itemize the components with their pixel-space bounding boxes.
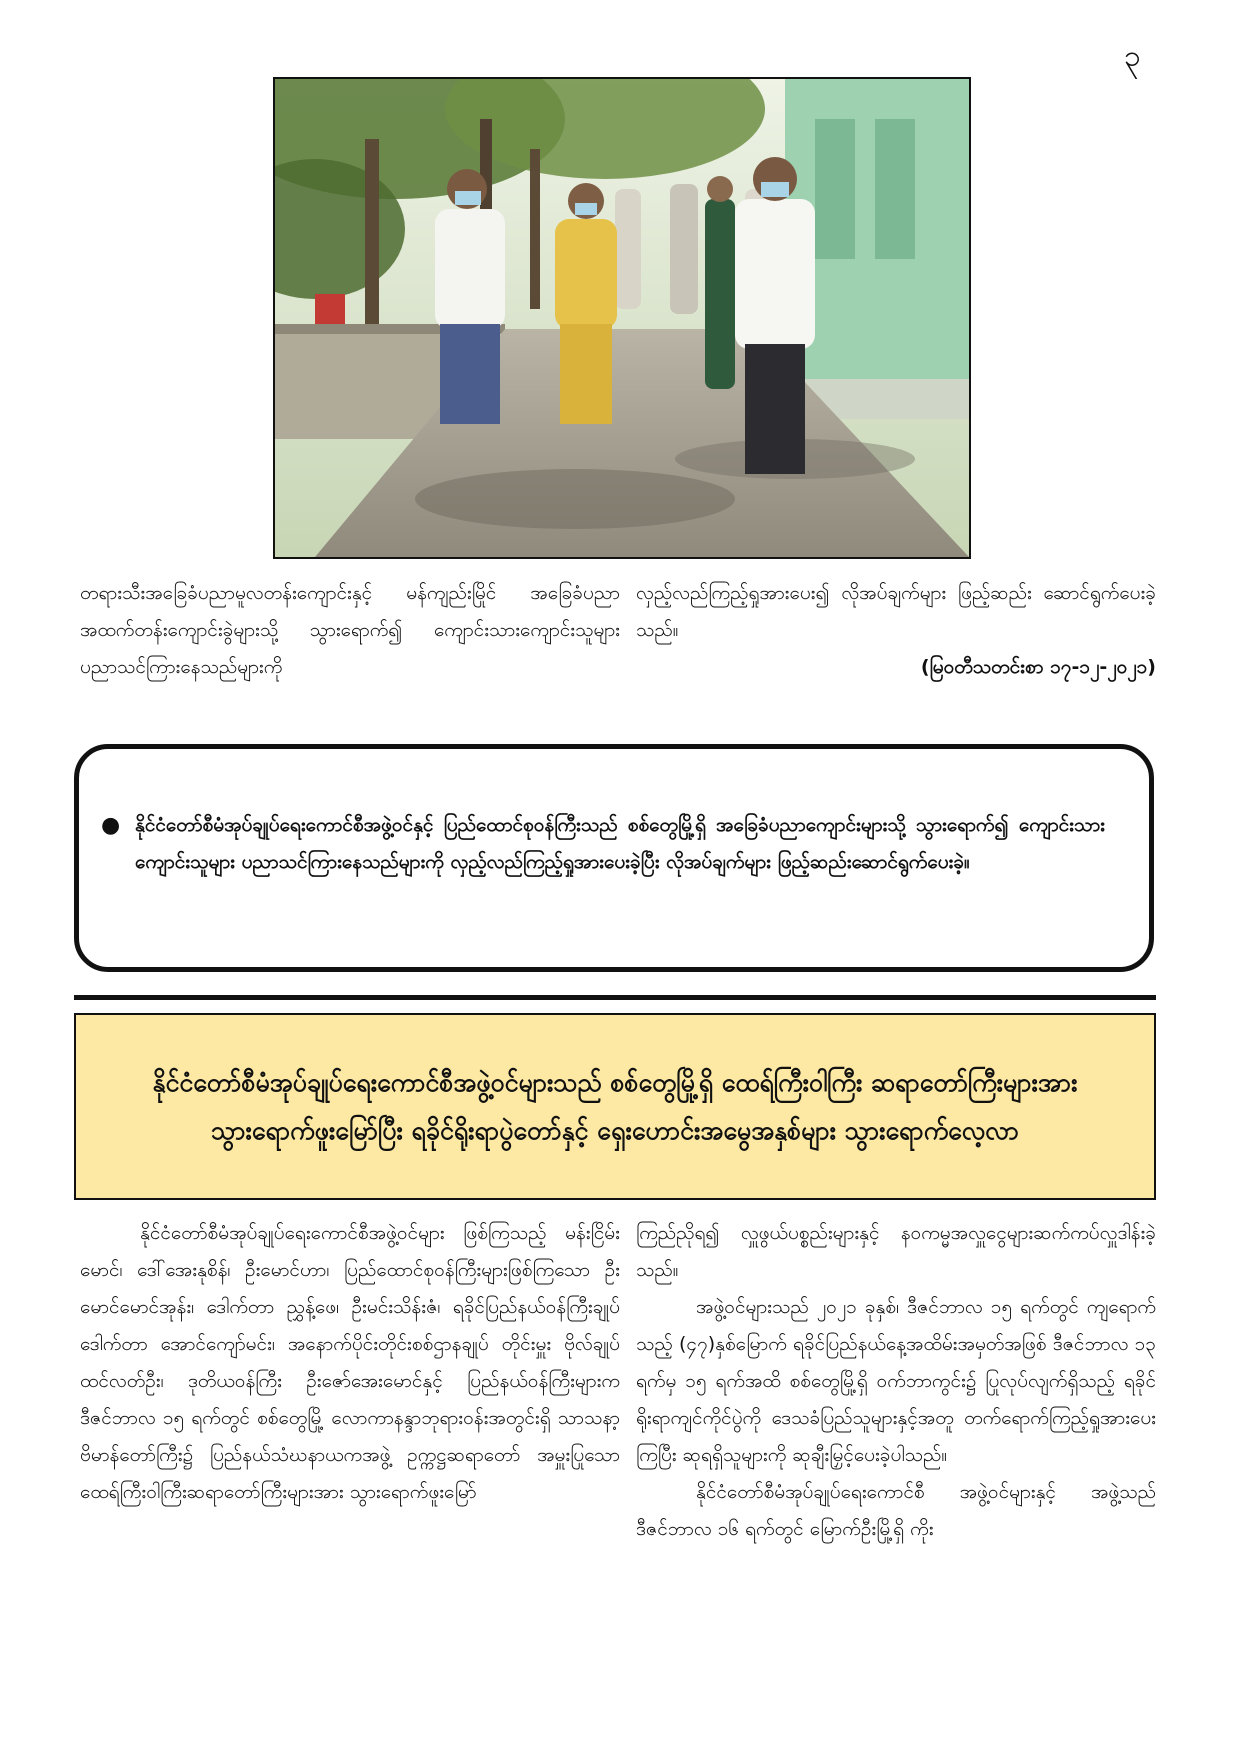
article2-left-column xyxy=(80,1215,620,1511)
officials-inspection-photo xyxy=(275,79,969,557)
article2-left-text: နိုင်ငံတော်စီမံအုပ်ချုပ်ရေးကောင်စီအဖွဲ့ဝင်များ ဖြစ်ကြသည့် မန်းငြိမ်းမောင်၊ ဒေါ်အေးနုစိန်၊ ဦးမောင်ဟာ၊ ပြည်ထောင်စုဝန်ကြီးများဖြစ်ကြသော ဦးမောင်မောင်အုန်း၊ ဒေါက်တာ ညွှန့်ဖေ၊ ဦးမင်းသိန်းဇံ၊ ရခိုင်ပြည်နယ်ဝန်ကြီးချုပ် ဒေါက်တာ အောင်ကျော်မင်း၊ အနောက်ပိုင်းတိုင်းစစ်ဌာနချုပ် တိုင်းမှူး ဗိုလ်ချုပ်ထင်လတ်ဦး၊ ဒုတိယဝန်ကြီး ဦးဇော်အေးမောင်နှင့် ပြည်နယ်ဝန်ကြီးများက ဒီဇင်ဘာလ ၁၅ ရက်တွင် စစ်တွေမြို့ လောကာနန္ဒာဘုရားဝန်းအတွင်းရှိ သာသနာ့ဗိမာန်တော်ကြီး၌ ပြည်နယ်သံဃနာယကအဖွဲ့ ဥက္ကဋ္ဌဆရာတော် အမှူးပြုသော ထေရ်ကြီးဝါကြီးဆရာတော်ကြီးများအား သွားရောက်ဖူးမြော် xyxy=(80,1222,620,1503)
summary-text: နိုင်ငံတော်စီမံအုပ်ချုပ်ရေးကောင်စီအဖွဲ့ဝင်နှင့် ပြည်ထောင်စုဝန်ကြီးသည် စစ်တွေမြို့ရှိ အခြေခံပညာကျောင်းများသို့ သွားရောက်၍ ကျောင်းသားကျောင်းသူများ ပညာသင်ကြားနေသည်များကို လှည့်လည်ကြည့်ရှုအားပေးခဲ့ပြီး လိုအပ်ချက်များ ဖြည့်ဆည်းဆောင်ရွက်ပေးခဲ့။ xyxy=(135,814,1105,873)
bullet-icon: ● xyxy=(101,813,121,838)
article1-left-text: တရားသီးအခြေခံပညာမူလတန်းကျောင်းနှင့် မန်ကျည်းမြိုင် အခြေခံပညာအထက်တန်းကျောင်းခွဲများသို့ သွားရောက်၍ ကျောင်းသားကျောင်းသူများ ပညာသင်ကြားနေသည်များကို xyxy=(80,582,620,678)
summary-box xyxy=(74,744,1154,972)
headline-box xyxy=(74,1013,1156,1200)
article2-right-paragraph-2: အဖွဲ့ဝင်များသည် ၂၀၂၁ ခုနှစ်၊ ဒီဇင်ဘာလ ၁၅ ရက်တွင် ကျရောက်သည့် (၄၇)နှစ်မြောက် ရခိုင်ပြည်နယ်နေ့အထိမ်းအမှတ်အဖြစ် ဒီဇင်ဘာလ ၁၃ ရက်မှ ၁၅ ရက်အထိ စစ်တွေမြို့ရှိ ဝက်ဘာကွင်း၌ ပြုလုပ်လျက်ရှိသည့် ရခိုင်ရိုးရာကျင်ကိုင်ပွဲကို ဒေသခံပြည်သူများနှင့်အတူ တက်ရောက်ကြည့်ရှုအားပေးကြပြီး ဆုရရှိသူများကို ဆုချီးမြှင့်ပေးခဲ့ပါသည်။ xyxy=(636,1296,1156,1466)
article1-left-column xyxy=(80,575,620,686)
article1-right-column xyxy=(636,575,1156,686)
article2-right-paragraph-1: ကြည်ညိုရ၍ လှူဖွယ်ပစ္စည်းများနှင့် နဝကမ္မအလှူငွေများဆက်ကပ်လှူဒါန်းခဲ့သည်။ xyxy=(636,1222,1156,1281)
section-divider xyxy=(74,995,1156,1000)
article1-source: (မြဝတီသတင်းစာ ၁၇-၁၂-၂၀၂၁) xyxy=(920,656,1156,678)
article1-right-text: လှည့်လည်ကြည့်ရှုအားပေး၍ လိုအပ်ချက်များ ဖြည့်ဆည်း ဆောင်ရွက်ပေးခဲ့သည်။ xyxy=(636,582,1156,641)
article2-right-paragraph-3: နိုင်ငံတော်စီမံအုပ်ချုပ်ရေးကောင်စီ အဖွဲ့ဝင်များနှင့် အဖွဲ့သည် ဒီဇင်ဘာလ ၁၆ ရက်တွင် မြောက်ဦးမြို့ရှိ ကိုး xyxy=(636,1481,1156,1540)
page-number: ၃ xyxy=(1124,39,1141,74)
news-photo xyxy=(273,77,971,559)
article2-headline: နိုင်ငံတော်စီမံအုပ်ချုပ်ရေးကောင်စီအဖွဲ့ဝင်များသည် စစ်တွေမြို့ရှိ ထေရ်ကြီးဝါကြီး ဆရာတော်ကြီးများအား သွားရောက်ဖူးမြော်ပြီး ရခိုင်ရိုးရာပွဲတော်နှင့် ရှေးဟောင်းအမွေအနှစ်များ သွားရောက်လေ့လာ xyxy=(152,1067,1078,1145)
article2-right-column xyxy=(636,1215,1156,1548)
